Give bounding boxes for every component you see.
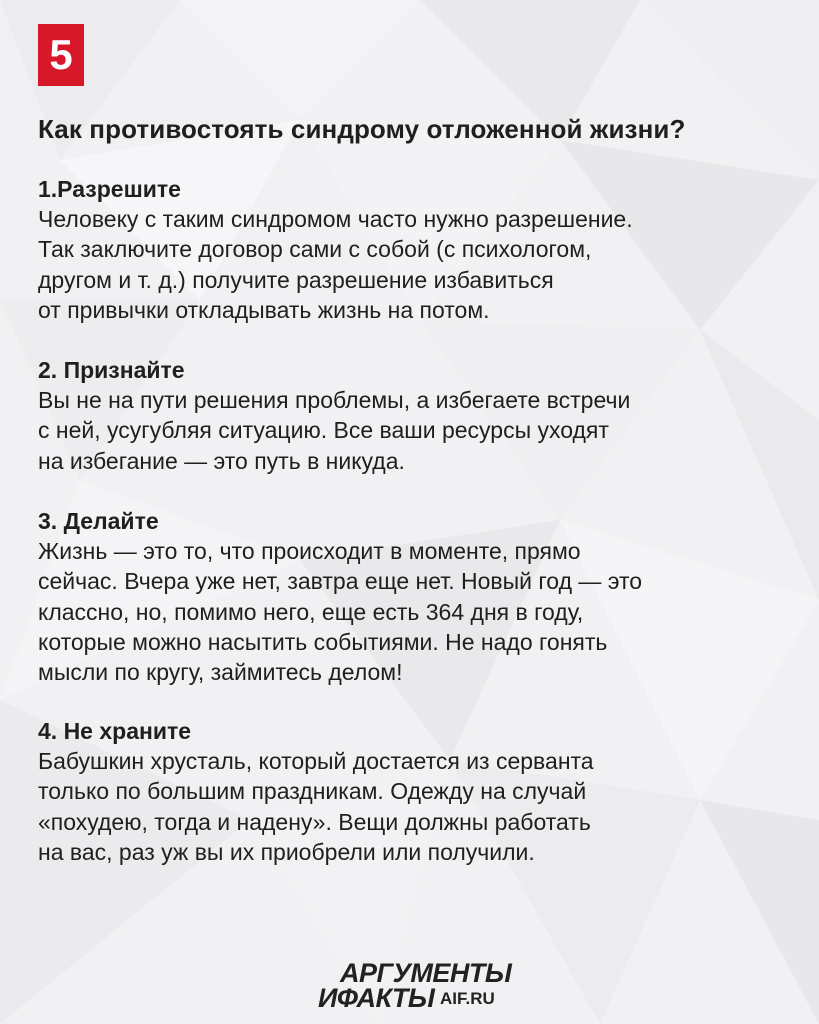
tip-section [38, 174, 798, 325]
aif-logo [318, 958, 528, 1014]
tip-section [38, 355, 798, 476]
tip-text: Бабушкин хрусталь, который достается из серванта только по большим праздникам. Одежду на случай «похудею, тогда и надену». Вещи должны работать на вас, раз уж вы их приобрели или получили. [38, 748, 594, 865]
logo-line-1: АРГУМЕНТЫ [340, 958, 512, 988]
logo-site: AIF.RU [440, 989, 495, 1008]
tip-text: Человеку с таким синдромом часто нужно разрешение. Так заключите договор сами с собой (с психологом, другом и т. д.) получите разрешение избавиться от привычки откладывать жизнь на потом. [38, 206, 633, 323]
tip-text: Жизнь — это то, что происходит в моменте, прямо сейчас. Вчера уже нет, завтра еще нет. Новый год — это классно, но, помимо него, еще есть 364 дня в году, которые можно насытить событиями. Не надо гонять мысли по кругу, займитесь делом! [38, 538, 643, 686]
tip-heading: 3. Делайте [38, 508, 159, 534]
logo-line-2: ИФАКТЫ [318, 983, 435, 1013]
tip-heading: 2. Признайте [38, 357, 185, 383]
tip-section [38, 506, 798, 687]
tip-text: Вы не на пути решения проблемы, а избегаете встречи с ней, усугубляя ситуацию. Все ваши ресурсы уходят на избегание — это путь в никуда. [38, 387, 631, 474]
tip-section [38, 716, 798, 867]
page-title: Как противостоять синдрому отложенной жизни? [38, 114, 686, 144]
tip-heading: 1.Разрешите [38, 176, 181, 202]
slide-number-badge: 5 [38, 24, 84, 86]
tip-heading: 4. Не храните [38, 718, 192, 744]
